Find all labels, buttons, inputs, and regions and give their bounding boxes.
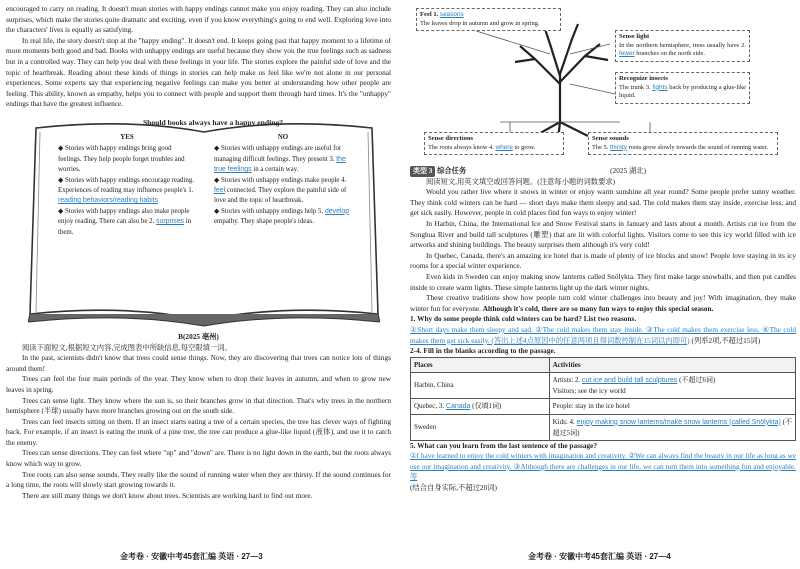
type-tag: 类型 3 (410, 166, 435, 177)
paragraph: In Harbin, China, the International Ice and Snow Festival starts in January and lasts about a month. Artists cut ice from the Songhua River and build tall sculptures (雕塑) that are lit with colorful lights. Visitors come to see this icy world filled with ice artworks and shining buildings. The beauty surprises them although it's very cold! (410, 218, 796, 250)
insects-box: Recognize insects The trunk 3. fights back by producing a glue-like liquid. (615, 72, 750, 104)
no-heading: NO (277, 133, 289, 141)
question-5-limit: (结合自身实际,不超过20词) (410, 483, 497, 493)
paragraph: Would you rather live where it snows in winter or enjoy warm sunshine all year round? Some people prefer sunny weather. They think cold winters can be hard — short days make them sleepy and sad. The cold makes them stay inside, exercise less, and get sick easily. However, people in cold places find fun ways to enjoy winter! (410, 187, 796, 218)
question-2-4: 2-4. Fill in the blanks according to the passage. (410, 346, 556, 356)
type-heading: 类型 3 综合任务 (2025 湖北) (410, 166, 796, 177)
left-column (6, 4, 391, 501)
paragraph: In real life, the story doesn't stop at the "happy ending". It doesn't end. It keeps going past that happy moment to a lifetime of more moments both good and bad. Books with unhappy endings are useful because they show you the true feelings such as sadness but in a controlled way. They can help you deal with these feelings in your life. The stories explore the painful side of love and the topic of heartbreak. Reading about these kinds of things in stories can help make us feel like we're not alone in our personal experiences. Some experts say that experiencing negative feelings can make you better at understanding how other people are feeling. This ability, known as empathy, helps you to connect with people and support them through hard times. It's the "unhappy" endings that have the greatest influence. (6, 35, 391, 109)
yes-item: ◆ Stories with happy endings also make people enjoy reading. There can also be 2. surprises in them. (58, 207, 192, 236)
yes-item: ◆ Stories with happy endings encourage reading. Experiences of reading may influence people's 1. reading behaviors/reading habits (58, 176, 194, 205)
page-footer: 金考卷 · 安徽中考45套汇编 英语 · 27—4 (528, 552, 671, 561)
section-heading: B(2025 亳州) (178, 331, 219, 341)
no-item: ◆ Stories with unhappy endings are useful for managing difficult feelings. They present 3. the true feelings in a certain way. (214, 145, 346, 174)
book-question: Should books always have a happy ending? (142, 117, 284, 127)
paragraph: Trees can sense light. They know where the sun is, so their branches grow in that direction. That's why trees in the northern hemisphere (半球) usually have more branches growing out on the south side. (6, 395, 391, 416)
yes-heading: YES (120, 133, 134, 141)
instruction: 阅读短文,用英文填空或回答问题。(注意每小题的词数要求) (426, 176, 616, 186)
paragraph: In Quebec, Canada, there's an amazing ice hotel that is made of plenty of ice blocks and snow! People love staying in its icy rooms for a special winter experience. (410, 250, 796, 271)
answer-1: reading behaviors/reading habits (58, 197, 158, 205)
paragraph: Trees can feel insects sitting on them. If an insect starts eating a tree of a certain species, the tree has clever ways of fighting back. For example, if an insect is eating the trunk of a pine tree, the tree can produce a glue-like liquid (液体), and use it to catch the enemy. (6, 416, 391, 447)
page-footer: 金考卷 · 安徽中考45套汇编 英语 · 27—3 (120, 552, 263, 561)
paragraph: There are still many things we don't know about trees. Scientists are working hard to find out more. (22, 490, 313, 500)
table-row: Harbin, China Artists: 2. cut ice and build tall sculptures (不超过6词) Visitors: see the icy world (411, 372, 796, 398)
answer-5: develop (324, 207, 350, 215)
light-box: Sense light In the northern hemisphere, trees usually have 2. fewer branches on the north side. (615, 30, 750, 62)
feel-box: Feel 1. seasons The leaves drop in autumn and grow in spring. (416, 8, 561, 31)
no-page (214, 133, 352, 228)
directions-box: Sense directions The roots always know 4. where to grow. (424, 132, 564, 155)
instruction: 阅读下面短文,根据短文内容,完成图表中所缺信息,每空限填一词。 (22, 342, 232, 352)
no-item: ◆ Stories with unhappy endings help 5. develop empathy. They shape people's ideas. (214, 207, 350, 226)
table-row: Sweden Kids: 4. enjoy making snow lanterns/make snow lanterns (called Snölykta) (不超过5词) (411, 414, 796, 440)
paragraph: These creative traditions show how people turn cold winter challenges into beauty and joy! With imagination, they make winter fun for everyone. Although it's cold, there are so many fun ways to enjoy this special season. (410, 293, 796, 313)
answer-5: ①I have learned to enjoy the cold winters with imagination and creativity. ②We can always find the beauty in our life as long as we use our imagination and creativity. ③Although there are challenges in our life, we can turn them into something fun and enjoyable. 等 (410, 451, 796, 482)
answer-4: feel (214, 186, 226, 194)
paragraph: Trees can feel the four main periods of the year. They know when to drop their leaves in autumn, and when to grow new leaves in spring. (6, 374, 391, 394)
paragraph: Trees can sense directions. They can feel where "up" and "down" are. There is no light down in the earth, but the roots always know which way to grow. (6, 448, 391, 469)
places-table: Places Activities Harbin, China Artists: 2. cut ice and build tall sculptures (不超过6词) Visitors: see the icy world Quebec, 3. Canada (仅填1词) People: stay in the ice hotel Sweden Kids: 4. enjoy making snow lanterns/make snow lanterns (called Snölykta) (不超过5词) (410, 357, 796, 441)
question-1: 1. Why do some people think cold winters can be hard? List two reasons. (410, 314, 637, 324)
book-illustration (28, 114, 380, 328)
paragraph: Tree roots can also sense sounds. They really like the sound of running water when they are thirsty. If the sound continues for a long time, the roots will slowly start growing towards it. (6, 469, 391, 490)
question-5: 5. What can you learn from the last sentence of the passage? (410, 440, 598, 450)
sounds-box: Sense sounds The 5. thirsty roots grow slowly towards the sound of running water. (588, 132, 778, 155)
yes-item: ◆ Stories with happy endings bring good feelings. They help people forget troubles and worries. (58, 145, 185, 174)
tree-diagram (410, 4, 796, 164)
paragraph: Even kids in Sweden can enjoy making snow lanterns called Snölykta. They first make large snowballs, and then put candles inside to create warm lights. These simple lanterns light up the dark winter nights. (410, 271, 796, 292)
answer-3: the true feelings (214, 155, 346, 174)
answer-1: ①Short days make them sleepy and sad. ②The cold makes them stay inside. ③The cold makes them exercise less. ④The cold makes them get sick easily. (答出上述4点原因中的任意两项且得词数控制在15词以内即可) (列举2项,不超过15词) (410, 324, 796, 345)
paragraph: In the past, scientists didn't know that trees could sense things. Now, they are discovering that trees can notice lots of things around them! (6, 353, 391, 373)
yes-page (58, 133, 196, 238)
answer-2: surprises (156, 218, 184, 226)
no-item: ◆ Stories with unhappy endings make people 4. feel connected. They explore the painful side of love and the topic of heartbreak. (214, 176, 347, 205)
table-row: Quebec, 3. Canada (仅填1词) People: stay in the ice hotel (411, 398, 796, 414)
paragraph: encouraged to carry on reading. It doesn't mean stories with happy endings cannot make you enjoy reading. They can also include surprises, which make the stories quite dramatic and exciting, even if you know everything's going to end well. Exploring love into the characters' lives is equally as satisfying. (6, 4, 391, 35)
right-column (410, 4, 796, 494)
